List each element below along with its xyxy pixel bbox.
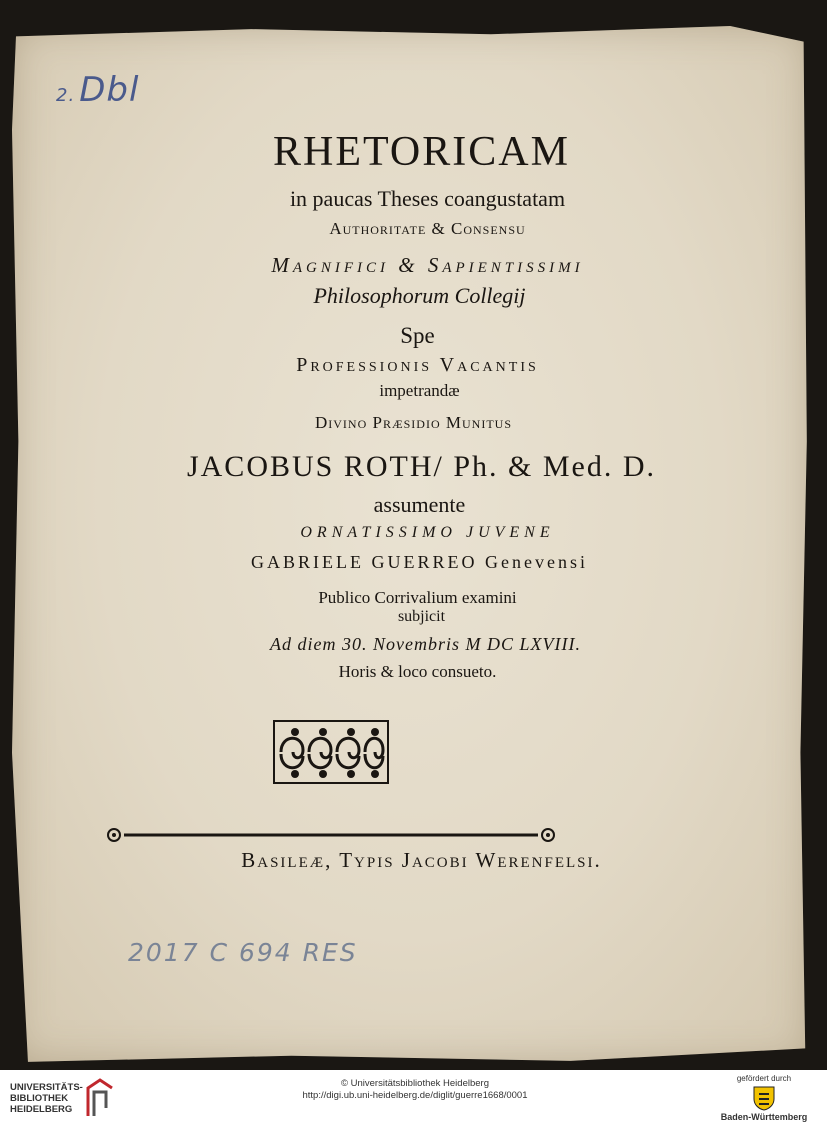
date-line: Ad diem 30. Novembris M DC LXVIII.	[270, 634, 581, 654]
funder-name: Baden-Württemberg	[720, 1112, 808, 1122]
decorative-rule	[104, 826, 558, 844]
magnifici-line: Magnifici & Sapientissimi	[271, 253, 584, 277]
title: RHETORICAM	[273, 129, 570, 175]
coat-of-arms-icon	[751, 1085, 777, 1111]
professionis-line: Professionis Vacantis	[296, 354, 539, 376]
imprint-line: Basileæ, Typis Jacobi Werenfelsi.	[241, 848, 602, 872]
author-line: JACOBUS ROTH/ Ph. & Med. D.	[186, 450, 657, 483]
ornatissimo-line: ORNATISSIMO JUVENE	[300, 524, 555, 541]
authority-line: Authoritate & Consensu	[329, 219, 526, 238]
document-page	[12, 26, 810, 1064]
handwritten-mark: 2. Dbl	[56, 70, 140, 110]
horis-line: Horis & loco consueto.	[338, 662, 497, 681]
funder-block	[719, 1074, 809, 1122]
copyright-block	[250, 1078, 580, 1102]
respondent-line: GABRIELE GUERREO Genevensi	[251, 552, 588, 572]
collegium-line: Philosophorum Collegij	[313, 283, 526, 308]
permalink[interactable]: http://digi.ub.uni-heidelberg.de/diglit/guerre1668/0001	[302, 1090, 528, 1101]
publico-line: Publico Corrivalium examini	[318, 588, 517, 607]
printers-ornament	[273, 720, 389, 784]
impetrandae-line: impetrandæ	[379, 381, 460, 400]
library-name: UNIVERSITÄTS- BIBLIOTHEK HEIDELBERG	[10, 1082, 83, 1115]
copyright-text: © Universitätsbibliothek Heidelberg	[341, 1078, 489, 1089]
subtitle: in paucas Theses coangustatam	[289, 186, 566, 211]
footer-bar	[0, 1070, 827, 1128]
divino-line: Divino Præsidio Munitus	[314, 413, 512, 432]
funded-by-label: gefördert durch	[736, 1074, 792, 1083]
subjicit-line: subjicit	[397, 608, 446, 625]
library-logo-icon	[86, 1078, 114, 1118]
shelfmark: 2017 C 694 RES	[128, 938, 358, 967]
spe-line: Spe	[400, 323, 435, 348]
assumente-line: assumente	[373, 492, 466, 517]
